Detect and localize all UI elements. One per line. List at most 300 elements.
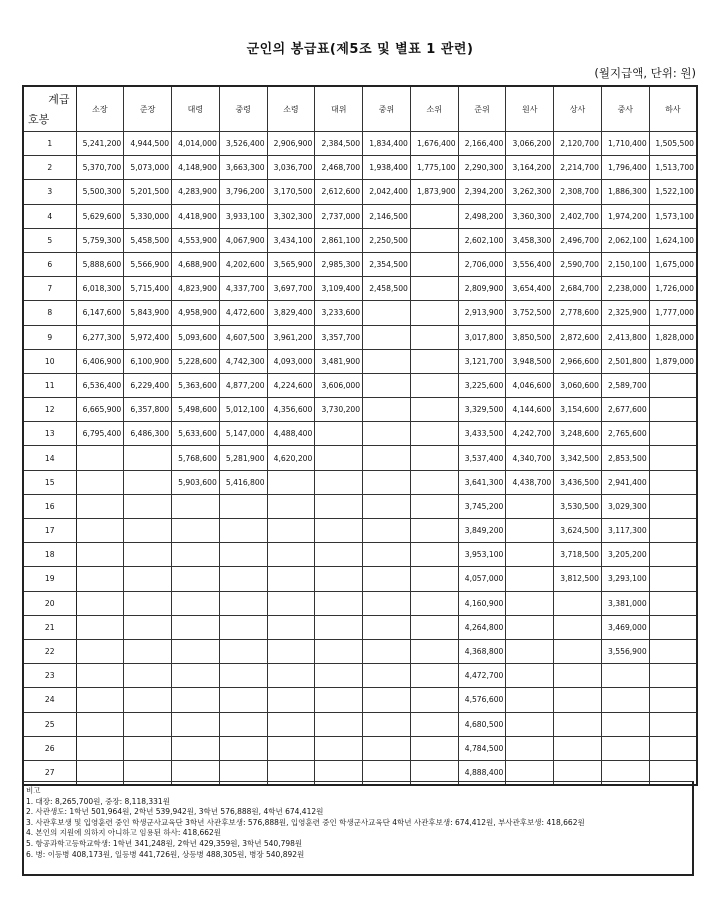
pay-cell: 3,066,200	[506, 132, 554, 156]
pay-cell	[219, 543, 267, 567]
step-cell: 16	[23, 494, 76, 518]
pay-cell	[76, 591, 124, 615]
pay-cell: 2,985,300	[315, 252, 363, 276]
pay-cell: 1,710,400	[601, 132, 649, 156]
note-item: 6. 병: 이등병 408,173원, 일등병 441,726원, 상등병 488,305원, 병장 540,892원	[26, 849, 305, 859]
pay-cell	[506, 712, 554, 736]
pay-cell: 3,233,600	[315, 301, 363, 325]
pay-cell	[649, 422, 697, 446]
pay-cell	[363, 712, 411, 736]
pay-cell: 6,229,400	[124, 373, 172, 397]
pay-cell	[76, 712, 124, 736]
pay-cell	[172, 543, 220, 567]
pay-cell: 2,325,900	[601, 301, 649, 325]
pay-cell: 2,394,200	[458, 180, 506, 204]
pay-cell	[267, 688, 315, 712]
pay-cell	[76, 567, 124, 591]
pay-cell: 2,498,200	[458, 204, 506, 228]
pay-cell: 2,496,700	[554, 228, 602, 252]
unit-note: (월지급액, 단위: 원)	[594, 66, 696, 80]
note-item: 5. 항공과학고등학교학생: 1학년 341,248원, 2학년 429,359원, 3학년 540,798원	[26, 838, 303, 848]
pay-cell: 5,888,600	[76, 252, 124, 276]
pay-cell	[363, 664, 411, 688]
pay-cell: 2,778,600	[554, 301, 602, 325]
pay-cell: 3,017,800	[458, 325, 506, 349]
pay-cell	[363, 639, 411, 663]
pay-cell	[76, 446, 124, 470]
pay-cell	[410, 494, 458, 518]
pay-cell: 1,796,400	[601, 156, 649, 180]
table-row	[23, 398, 697, 422]
pay-cell	[410, 228, 458, 252]
pay-cell	[315, 446, 363, 470]
rank-header: 소령	[267, 86, 315, 132]
pay-cell	[410, 325, 458, 349]
pay-cell	[506, 543, 554, 567]
pay-cell: 1,513,700	[649, 156, 697, 180]
step-cell: 15	[23, 470, 76, 494]
pay-cell: 3,248,600	[554, 422, 602, 446]
pay-cell: 3,606,000	[315, 373, 363, 397]
pay-cell: 3,663,300	[219, 156, 267, 180]
pay-cell	[410, 470, 458, 494]
rank-header: 원사	[506, 86, 554, 132]
pay-cell: 4,438,700	[506, 470, 554, 494]
pay-cell	[124, 712, 172, 736]
table-row	[23, 591, 697, 615]
pay-cell: 2,290,300	[458, 156, 506, 180]
pay-cell: 3,953,100	[458, 543, 506, 567]
step-cell: 26	[23, 736, 76, 760]
pay-cell	[363, 543, 411, 567]
pay-cell	[267, 470, 315, 494]
pay-cell	[124, 519, 172, 543]
pay-cell	[554, 712, 602, 736]
pay-cell	[219, 688, 267, 712]
pay-cell	[649, 688, 697, 712]
pay-cell: 2,214,700	[554, 156, 602, 180]
pay-cell: 3,458,300	[506, 228, 554, 252]
pay-table	[22, 85, 698, 786]
pay-cell	[76, 688, 124, 712]
pay-cell: 4,607,500	[219, 325, 267, 349]
rank-header: 대령	[172, 86, 220, 132]
pay-cell: 4,888,400	[458, 760, 506, 785]
rank-header: 상사	[554, 86, 602, 132]
pay-cell: 2,120,700	[554, 132, 602, 156]
pay-cell: 4,046,600	[506, 373, 554, 397]
pay-cell: 4,620,200	[267, 446, 315, 470]
pay-cell: 1,777,000	[649, 301, 697, 325]
pay-cell	[172, 567, 220, 591]
pay-cell	[649, 615, 697, 639]
pay-cell: 4,742,300	[219, 349, 267, 373]
pay-cell: 3,526,400	[219, 132, 267, 156]
pay-cell: 2,861,100	[315, 228, 363, 252]
pay-cell	[649, 470, 697, 494]
table-row	[23, 494, 697, 518]
pay-cell	[315, 639, 363, 663]
pay-cell: 2,853,500	[601, 446, 649, 470]
pay-cell	[554, 615, 602, 639]
pay-cell: 4,688,900	[172, 252, 220, 276]
pay-cell: 5,093,600	[172, 325, 220, 349]
pay-cell	[363, 398, 411, 422]
pay-cell: 3,933,100	[219, 204, 267, 228]
pay-cell	[410, 664, 458, 688]
pay-cell: 1,676,400	[410, 132, 458, 156]
pay-cell	[124, 688, 172, 712]
pay-cell	[410, 252, 458, 276]
table-row	[23, 156, 697, 180]
pay-cell: 1,624,100	[649, 228, 697, 252]
pay-cell: 5,759,300	[76, 228, 124, 252]
pay-cell: 3,730,200	[315, 398, 363, 422]
pay-cell	[172, 712, 220, 736]
pay-cell: 3,436,500	[554, 470, 602, 494]
pay-cell: 3,752,500	[506, 301, 554, 325]
pay-cell	[124, 543, 172, 567]
pay-cell: 4,877,200	[219, 373, 267, 397]
pay-cell: 2,872,600	[554, 325, 602, 349]
pay-cell: 5,768,600	[172, 446, 220, 470]
pay-cell	[649, 664, 697, 688]
step-cell: 20	[23, 591, 76, 615]
pay-cell: 4,057,000	[458, 567, 506, 591]
pay-cell: 3,357,700	[315, 325, 363, 349]
pay-cell: 2,941,400	[601, 470, 649, 494]
pay-cell: 2,062,100	[601, 228, 649, 252]
table-row	[23, 301, 697, 325]
pay-cell: 2,809,900	[458, 277, 506, 301]
pay-cell	[124, 567, 172, 591]
pay-cell: 3,556,900	[601, 639, 649, 663]
pay-cell	[76, 543, 124, 567]
pay-cell	[267, 494, 315, 518]
pay-cell: 4,337,700	[219, 277, 267, 301]
pay-cell	[410, 688, 458, 712]
pay-cell: 3,654,400	[506, 277, 554, 301]
pay-cell	[506, 567, 554, 591]
pay-cell: 4,093,000	[267, 349, 315, 373]
pay-cell: 3,537,400	[458, 446, 506, 470]
pay-cell	[601, 664, 649, 688]
pay-cell: 4,418,900	[172, 204, 220, 228]
note-item: 3. 사관후보생 및 입영훈련 중인 학생군사교육단 3학년 사관후보생: 576,888원, 입영훈련 중인 학생군사교육단 4학년 사관후보생: 674,412원, 부사관후보생: 418,662원	[26, 817, 585, 827]
pay-cell: 3,360,300	[506, 204, 554, 228]
pay-cell: 5,972,400	[124, 325, 172, 349]
pay-cell: 3,060,600	[554, 373, 602, 397]
pay-cell	[267, 543, 315, 567]
pay-cell	[506, 591, 554, 615]
pay-cell	[649, 494, 697, 518]
note-item: 2. 사관생도: 1학년 501,964원, 2학년 539,942원, 3학년 576,888원, 4학년 674,412원	[26, 807, 324, 817]
pay-cell	[76, 664, 124, 688]
step-cell: 21	[23, 615, 76, 639]
pay-cell	[649, 519, 697, 543]
pay-cell: 3,849,200	[458, 519, 506, 543]
pay-cell	[76, 470, 124, 494]
pay-cell: 6,018,300	[76, 277, 124, 301]
pay-cell: 2,765,600	[601, 422, 649, 446]
pay-cell: 6,795,400	[76, 422, 124, 446]
pay-cell: 3,961,200	[267, 325, 315, 349]
table-row	[23, 519, 697, 543]
step-cell: 7	[23, 277, 76, 301]
pay-cell: 3,641,300	[458, 470, 506, 494]
pay-table-body	[23, 132, 697, 786]
header-row	[23, 86, 697, 132]
pay-cell: 2,458,500	[363, 277, 411, 301]
pay-cell: 5,629,600	[76, 204, 124, 228]
pay-cell	[363, 688, 411, 712]
pay-cell	[267, 591, 315, 615]
pay-cell	[172, 736, 220, 760]
pay-cell	[219, 639, 267, 663]
table-row	[23, 736, 697, 760]
pay-cell: 4,283,900	[172, 180, 220, 204]
pay-cell: 4,148,900	[172, 156, 220, 180]
pay-cell	[315, 422, 363, 446]
pay-cell	[649, 736, 697, 760]
page-title: 군인의 봉급표(제5조 및 별표 1 관련)	[246, 42, 474, 57]
pay-cell: 2,468,700	[315, 156, 363, 180]
pay-cell	[172, 519, 220, 543]
pay-cell	[267, 567, 315, 591]
pay-cell	[363, 373, 411, 397]
note-item: 1. 대장: 8,265,700원, 중장: 8,118,331원	[26, 796, 170, 806]
table-row	[23, 639, 697, 663]
pay-cell: 4,958,900	[172, 301, 220, 325]
pay-cell	[267, 736, 315, 760]
pay-cell	[410, 398, 458, 422]
pay-cell: 6,536,400	[76, 373, 124, 397]
table-row	[23, 349, 697, 373]
pay-cell: 4,242,700	[506, 422, 554, 446]
pay-cell: 2,250,500	[363, 228, 411, 252]
pay-cell: 5,566,900	[124, 252, 172, 276]
pay-cell	[267, 664, 315, 688]
pay-cell: 3,029,300	[601, 494, 649, 518]
pay-cell	[363, 349, 411, 373]
step-cell: 14	[23, 446, 76, 470]
pay-cell: 1,775,100	[410, 156, 458, 180]
pay-cell: 5,633,600	[172, 422, 220, 446]
pay-cell	[267, 639, 315, 663]
table-row	[23, 277, 697, 301]
pay-cell	[506, 615, 554, 639]
pay-cell	[410, 422, 458, 446]
pay-cell: 4,264,800	[458, 615, 506, 639]
pay-cell	[219, 567, 267, 591]
table-row	[23, 664, 697, 688]
pay-cell: 6,100,900	[124, 349, 172, 373]
pay-cell	[649, 639, 697, 663]
pay-cell: 3,745,200	[458, 494, 506, 518]
pay-cell	[506, 639, 554, 663]
pay-cell: 6,147,600	[76, 301, 124, 325]
pay-cell	[410, 591, 458, 615]
table-row	[23, 204, 697, 228]
pay-cell: 5,903,600	[172, 470, 220, 494]
pay-cell: 3,117,300	[601, 519, 649, 543]
pay-cell: 5,228,600	[172, 349, 220, 373]
pay-cell: 2,501,800	[601, 349, 649, 373]
corner-cell	[23, 86, 76, 132]
pay-cell: 3,481,900	[315, 349, 363, 373]
pay-cell	[363, 301, 411, 325]
table-row	[23, 688, 697, 712]
pay-cell	[554, 736, 602, 760]
table-row	[23, 180, 697, 204]
pay-cell	[124, 470, 172, 494]
pay-cell	[76, 736, 124, 760]
pay-cell: 5,843,900	[124, 301, 172, 325]
pay-cell: 3,342,500	[554, 446, 602, 470]
pay-cell: 3,154,600	[554, 398, 602, 422]
pay-cell: 4,784,500	[458, 736, 506, 760]
pay-cell	[172, 494, 220, 518]
pay-cell: 3,697,700	[267, 277, 315, 301]
pay-cell: 1,573,100	[649, 204, 697, 228]
pay-cell	[649, 591, 697, 615]
pay-cell: 1,886,300	[601, 180, 649, 204]
step-axis-label: 호봉	[28, 113, 50, 126]
pay-cell: 3,293,100	[601, 567, 649, 591]
step-cell: 9	[23, 325, 76, 349]
step-cell: 3	[23, 180, 76, 204]
step-cell: 11	[23, 373, 76, 397]
step-cell: 22	[23, 639, 76, 663]
step-cell: 4	[23, 204, 76, 228]
pay-cell	[219, 736, 267, 760]
pay-cell: 3,469,000	[601, 615, 649, 639]
pay-cell	[554, 591, 602, 615]
pay-cell: 3,556,400	[506, 252, 554, 276]
pay-cell	[315, 591, 363, 615]
pay-cell	[363, 325, 411, 349]
pay-cell: 6,486,300	[124, 422, 172, 446]
pay-cell	[410, 712, 458, 736]
pay-cell: 5,363,600	[172, 373, 220, 397]
pay-cell	[219, 664, 267, 688]
pay-cell: 2,042,400	[363, 180, 411, 204]
pay-cell	[410, 736, 458, 760]
pay-cell: 4,944,500	[124, 132, 172, 156]
pay-cell	[410, 519, 458, 543]
rank-header: 중사	[601, 86, 649, 132]
pay-cell: 3,434,100	[267, 228, 315, 252]
pay-cell: 2,384,500	[315, 132, 363, 156]
step-cell: 18	[23, 543, 76, 567]
pay-cell	[506, 736, 554, 760]
pay-cell	[315, 712, 363, 736]
pay-cell	[315, 470, 363, 494]
pay-cell	[315, 567, 363, 591]
pay-cell	[172, 639, 220, 663]
pay-cell: 5,012,100	[219, 398, 267, 422]
pay-cell: 1,505,500	[649, 132, 697, 156]
step-cell: 8	[23, 301, 76, 325]
pay-cell	[410, 349, 458, 373]
pay-cell: 4,553,900	[172, 228, 220, 252]
pay-cell	[124, 615, 172, 639]
table-row	[23, 567, 697, 591]
pay-cell: 3,812,500	[554, 567, 602, 591]
pay-cell	[315, 519, 363, 543]
pay-cell	[363, 494, 411, 518]
pay-cell	[267, 712, 315, 736]
pay-cell: 3,948,500	[506, 349, 554, 373]
note-item: 4. 본인의 지원에 의하지 아니하고 임용된 하사: 418,662원	[26, 828, 222, 838]
pay-cell: 6,277,300	[76, 325, 124, 349]
table-row	[23, 422, 697, 446]
pay-cell	[267, 615, 315, 639]
pay-cell: 3,829,400	[267, 301, 315, 325]
pay-cell: 2,706,000	[458, 252, 506, 276]
pay-cell	[76, 494, 124, 518]
pay-cell: 1,974,200	[601, 204, 649, 228]
pay-cell	[219, 712, 267, 736]
pay-cell: 4,472,600	[219, 301, 267, 325]
pay-cell	[649, 712, 697, 736]
step-cell: 10	[23, 349, 76, 373]
pay-cell: 4,160,900	[458, 591, 506, 615]
pay-cell: 6,406,900	[76, 349, 124, 373]
pay-cell	[363, 591, 411, 615]
pay-cell	[124, 494, 172, 518]
pay-cell	[410, 301, 458, 325]
pay-cell	[649, 373, 697, 397]
pay-cell	[124, 639, 172, 663]
pay-cell	[219, 519, 267, 543]
pay-cell: 4,202,600	[219, 252, 267, 276]
step-cell: 5	[23, 228, 76, 252]
pay-cell: 5,201,500	[124, 180, 172, 204]
table-row	[23, 615, 697, 639]
step-cell: 17	[23, 519, 76, 543]
rank-header: 준위	[458, 86, 506, 132]
pay-cell	[363, 470, 411, 494]
pay-cell: 2,677,600	[601, 398, 649, 422]
pay-cell: 1,938,400	[363, 156, 411, 180]
pay-cell: 4,576,600	[458, 688, 506, 712]
pay-cell	[410, 373, 458, 397]
pay-cell: 3,109,400	[315, 277, 363, 301]
rank-header: 하사	[649, 86, 697, 132]
pay-cell	[363, 567, 411, 591]
pay-cell: 5,370,700	[76, 156, 124, 180]
rank-header: 소장	[76, 86, 124, 132]
pay-cell: 3,381,000	[601, 591, 649, 615]
pay-cell: 1,828,000	[649, 325, 697, 349]
pay-cell: 5,500,300	[76, 180, 124, 204]
pay-cell: 4,488,400	[267, 422, 315, 446]
pay-cell	[124, 736, 172, 760]
rank-axis-label: 계급	[48, 93, 70, 106]
table-row	[23, 712, 697, 736]
pay-cell	[315, 543, 363, 567]
pay-cell: 5,330,000	[124, 204, 172, 228]
rank-header: 소위	[410, 86, 458, 132]
pay-cell	[363, 615, 411, 639]
step-cell: 2	[23, 156, 76, 180]
pay-cell	[506, 688, 554, 712]
pay-cell: 2,590,700	[554, 252, 602, 276]
pay-cell: 4,368,800	[458, 639, 506, 663]
pay-cell: 3,170,500	[267, 180, 315, 204]
pay-cell: 2,238,000	[601, 277, 649, 301]
